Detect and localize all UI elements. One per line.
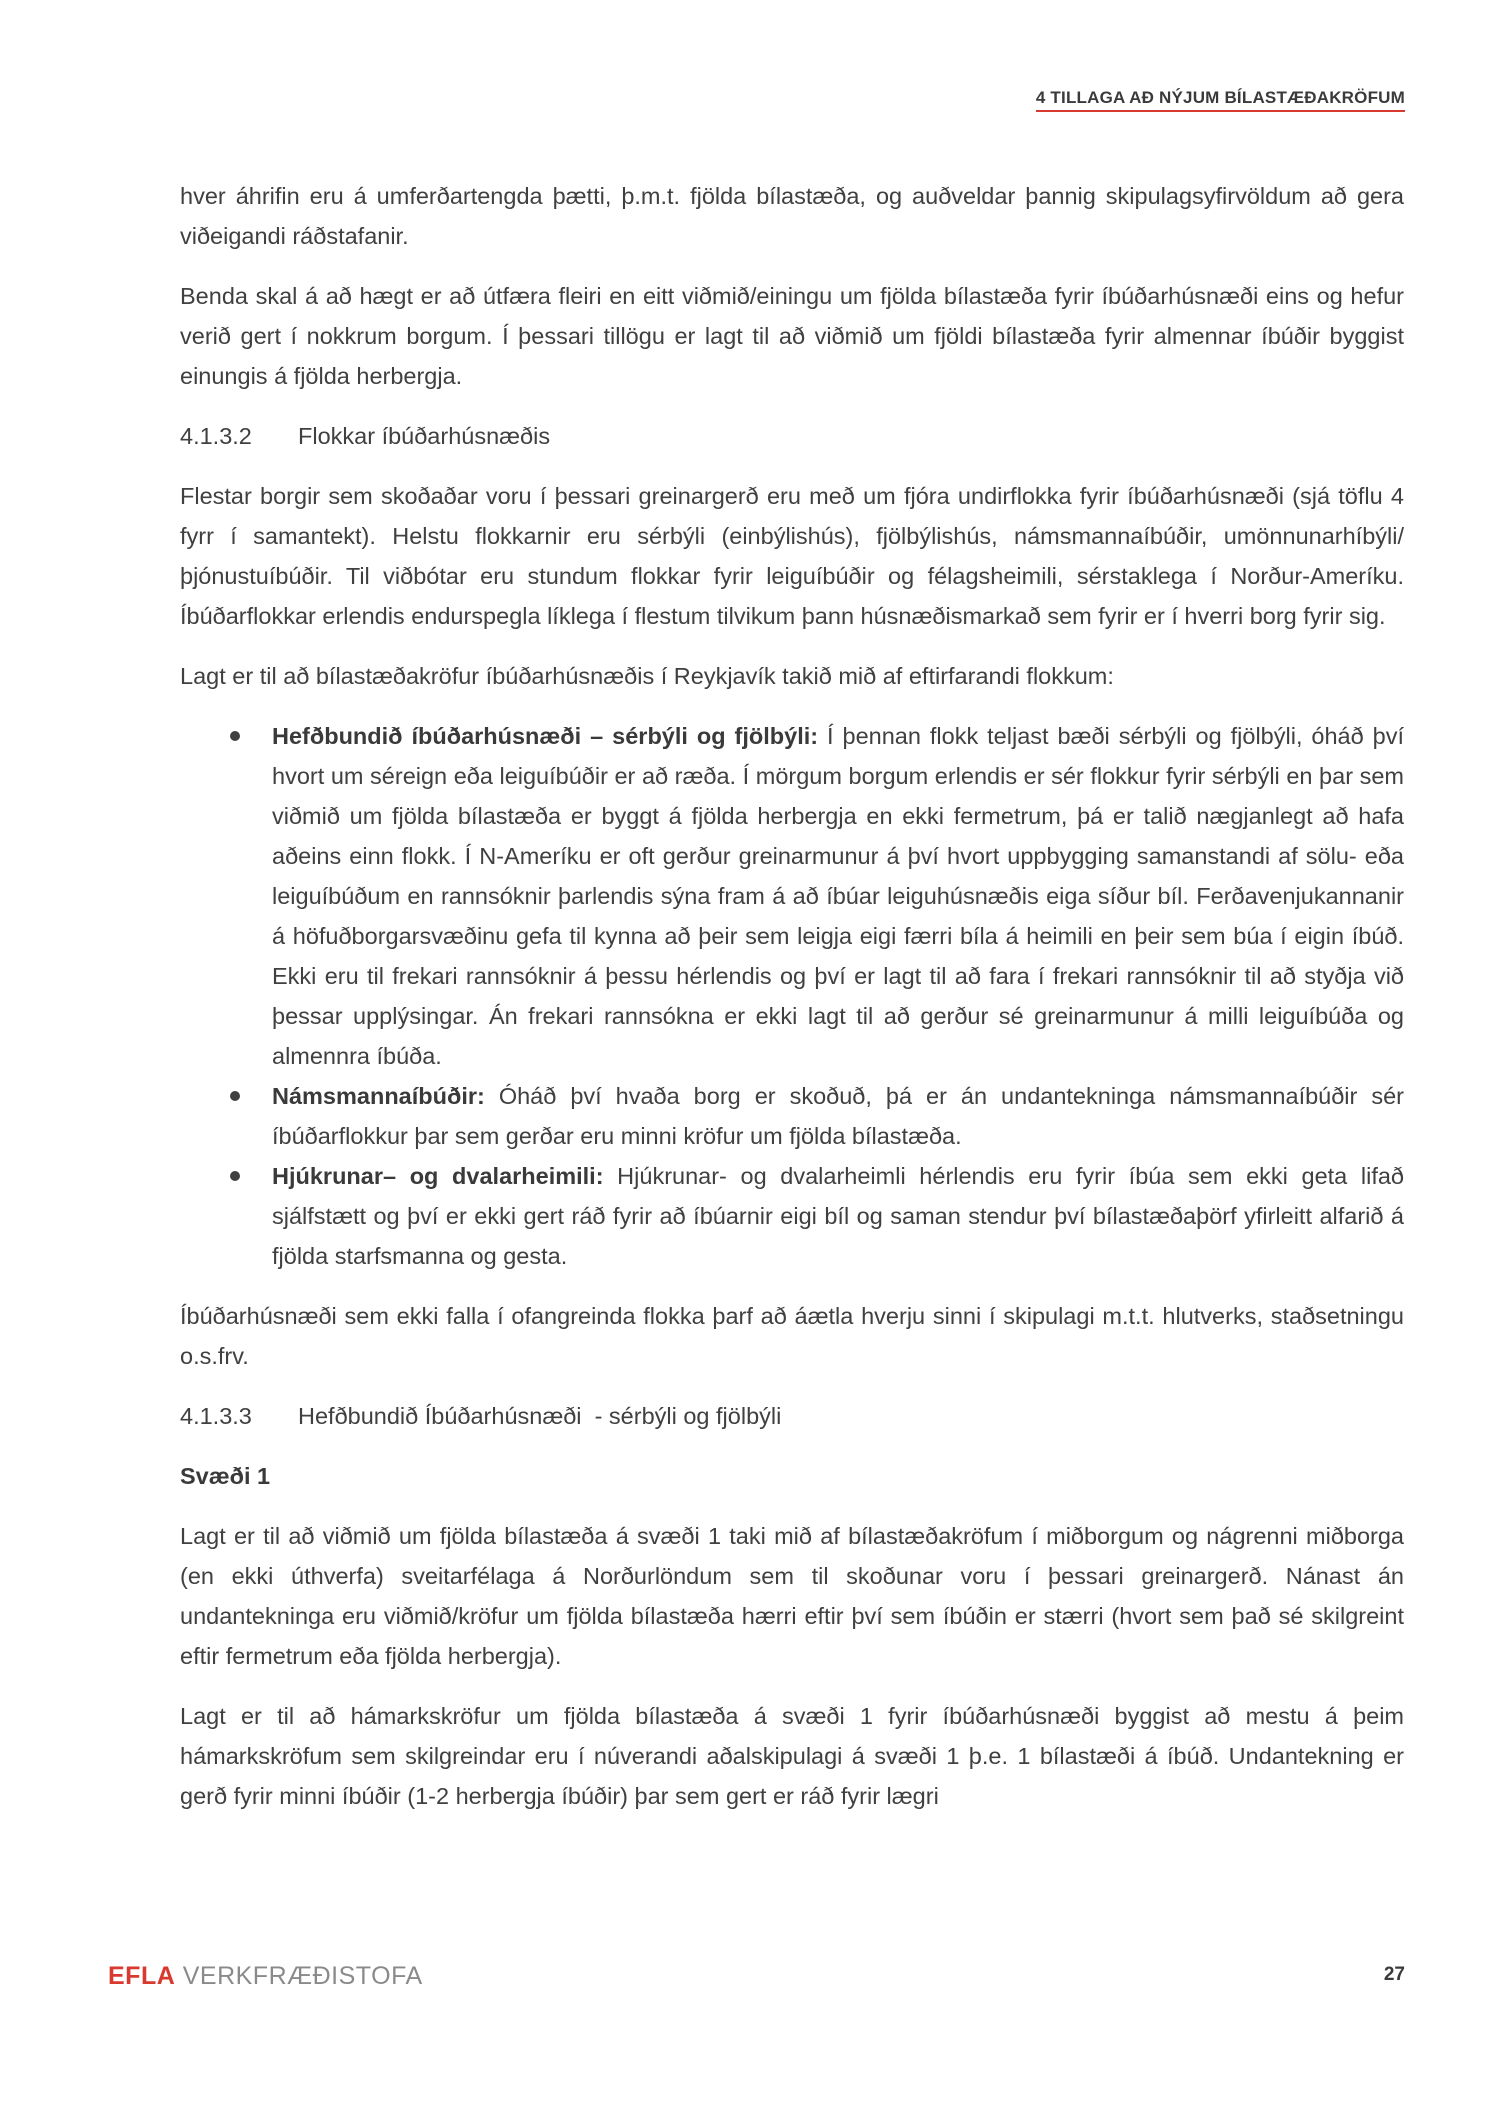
list-item-term: Hjúkrunar– og dvalarheimili: — [272, 1163, 604, 1189]
list-item-text: Í þennan flokk teljast bæði sérbýli og fjölbýli, óháð því hvort um séreign eða leiguíbúðir er að ræða. Í mörgum borgum erlendis er sér flokkur fyrir sérbýli en þar sem viðmið um fjölda bílastæða er byggt á fjölda herbergja en ekki fermetrum, þá er talið nægjanlegt að hafa aðeins einn flokk. Í N-Ameríku er oft gerður greinarmunur á því hvort uppbygging samanstandi af sölu- eða leiguíbúðum en rannsóknir þarlendis sýna fram á að íbúar leiguhúsnæðis eiga síður bíl. Ferðavenjukannanir á höfuðborgarsvæðinu gefa til kynna að þeir sem leigja eigi færri bíla á heimili en þeir sem búa í eigin íbúð. Ekki eru til frekari rannsóknir á þessu hérlendis og því er lagt til að fara í frekari rannsóknir til að styðja við þessar upplýsingar. Án frekari rannsókna er ekki lagt til að gerður sé greinarmunur á milli leiguíbúða og almennra íbúða. — [272, 723, 1404, 1069]
section-title: Flokkar íbúðarhúsnæðis — [298, 423, 551, 449]
bullet-icon — [230, 1091, 240, 1101]
section-number: 4.1.3.3 — [180, 1403, 252, 1429]
section-title: Hefðbundið Íbúðarhúsnæði - sérbýli og fjölbýli — [298, 1403, 782, 1429]
subheading: Svæði 1 — [180, 1463, 271, 1489]
section-heading — [180, 1396, 1404, 1436]
paragraph: Flestar borgir sem skoðaðar voru í þessari greinargerð eru með um fjóra undirflokka fyrir íbúðarhúsnæði (sjá töflu 4 fyrr í samantekt). Helstu flokkarnir eru sérbýli (einbýlishús), fjölbýlishús, námsmannaíbúðir, umönnunarhíbýli/þjónustuíbúðir. Til viðbótar eru stundum flokkar fyrir leiguíbúðir og félagsheimili, sérstaklega í Norður-Ameríku. Íbúðarflokkar erlendis endurspegla líklega í flestum tilvikum þann húsnæðismarkað sem fyrir er í hverri borg fyrir sig. — [180, 483, 1404, 629]
list-item-text: Óháð því hvaða borg er skoðuð, þá er án undantekninga námsmannaíbúðir sér íbúðarflokkur þar sem gerðar eru minni kröfur um fjölda bílastæða. — [272, 1083, 1404, 1149]
list-item — [180, 716, 1404, 1076]
paragraph: Benda skal á að hægt er að útfæra fleiri en eitt viðmið/einingu um fjölda bílastæða fyrir íbúðarhúsnæði eins og hefur verið gert í nokkrum borgum. Í þessari tillögu er lagt til að viðmið um fjöldi bílastæða fyrir almennar íbúðir byggist einungis á fjölda herbergja. — [180, 283, 1404, 389]
list-item-term: Námsmannaíbúðir: — [272, 1083, 485, 1109]
paragraph: Íbúðarhúsnæði sem ekki falla í ofangreinda flokka þarf að áætla hverju sinni í skipulagi m.t.t. hlutverks, staðsetningu o.s.frv. — [180, 1303, 1404, 1369]
bullet-icon — [230, 1171, 240, 1181]
paragraph: hver áhrifin eru á umferðartengda þætti, þ.m.t. fjölda bílastæða, og auðveldar þannig skipulagsyfirvöldum að gera viðeigandi ráðstafanir. — [180, 183, 1404, 249]
paragraph: Lagt er til að bílastæðakröfur íbúðarhúsnæðis í Reykjavík takið mið af eftirfarandi flokkum: — [180, 663, 1114, 689]
page-number: 27 — [1383, 1964, 1405, 1985]
logo-brand: EFLA — [108, 1962, 176, 1990]
list-item — [180, 1156, 1404, 1276]
bullet-icon — [230, 731, 240, 741]
paragraph: Lagt er til að viðmið um fjölda bílastæða á svæði 1 taki mið af bílastæðakröfum í miðborgum og nágrenni miðborga (en ekki úthverfa) sveitarfélaga á Norðurlöndum sem til skoðunar voru í þessari greinargerð. Nánast án undantekninga eru viðmið/kröfur um fjölda bílastæða hærri eftir því sem íbúðin er stærri (hvort sem það sé skilgreint eftir fermetrum eða fjölda herbergja). — [180, 1523, 1404, 1669]
company-logo — [108, 1962, 423, 1991]
list-item — [180, 1076, 1404, 1156]
section-number: 4.1.3.2 — [180, 423, 252, 449]
list-item-text: Hjúkrunar- og dvalarheimli hérlendis eru fyrir íbúa sem ekki geta lifað sjálfstætt og því er ekki gert ráð fyrir að íbúarnir eigi bíl og saman stendur því bílastæðaþörf yfirleitt alfarið á fjölda starfsmanna og gesta. — [272, 1163, 1404, 1269]
list-item-term: Hefðbundið íbúðarhúsnæði – sérbýli og fjölbýli: — [272, 723, 819, 749]
main-content — [180, 176, 1404, 1836]
logo-text: VERKFRÆÐISTOFA — [175, 1962, 423, 1990]
section-heading — [180, 416, 1404, 456]
running-header: 4 TILLAGA AÐ NÝJUM BÍLASTÆÐAKRÖFUM — [1036, 88, 1405, 112]
paragraph: Lagt er til að hámarkskröfur um fjölda bílastæða á svæði 1 fyrir íbúðarhúsnæði byggist að mestu á þeim hámarkskröfum sem skilgreindar eru í núverandi aðalskipulagi á svæði 1 þ.e. 1 bílastæði á íbúð. Undantekning er gerð fyrir minni íbúðir (1-2 herbergja íbúðir) þar sem gert er ráð fyrir lægri — [180, 1703, 1404, 1809]
category-list — [180, 716, 1404, 1276]
